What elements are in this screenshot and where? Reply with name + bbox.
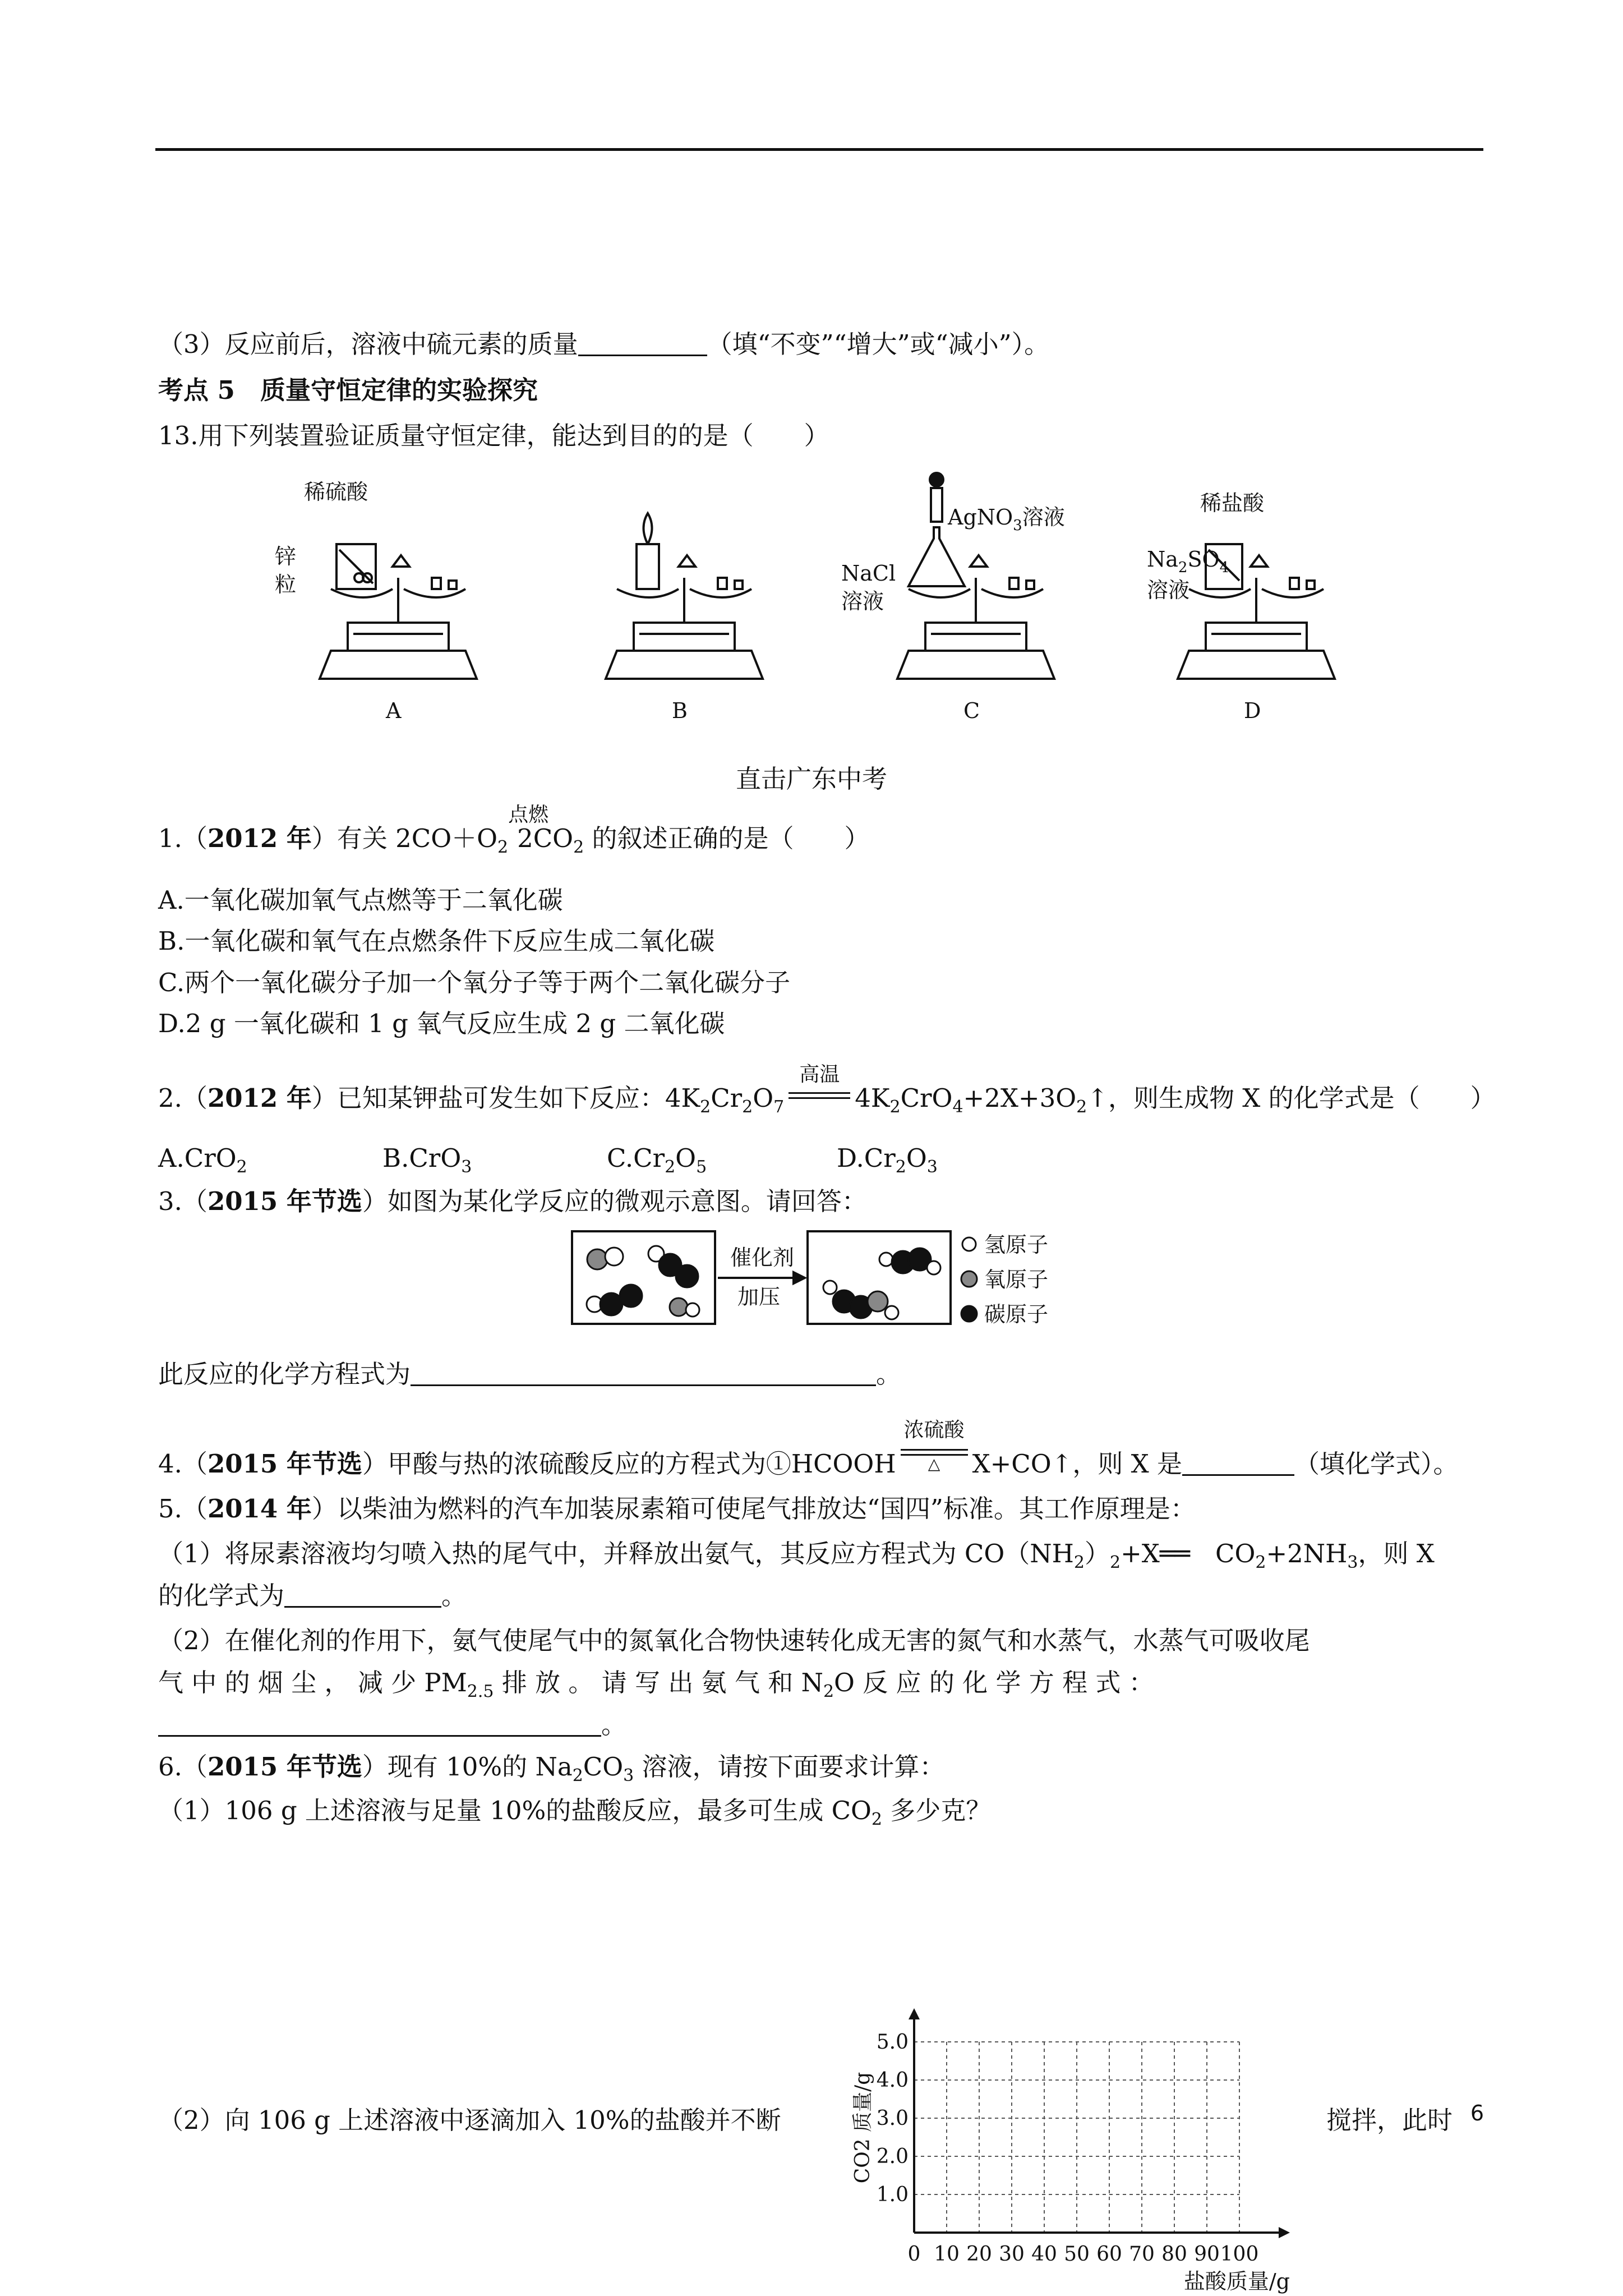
legend-oxygen: 氧原子	[984, 1267, 1049, 1292]
x-tick-label: 0	[907, 2243, 921, 2266]
label-dilute-sulfuric-acid: 稀硫酸	[304, 480, 368, 504]
x-tick-label: 80	[1161, 2243, 1187, 2266]
question-2: 2.（2012 年）已知某钾盐可发生如下反应：$4K_2Cr_2O_7$ 高温 $4K_2CrO_4+2X+3O_2↑$，则生成物 X 的化学式是（ ）	[158, 1063, 1496, 1117]
balance-B	[606, 513, 763, 723]
choice-D: $D.Cr_2O_3$	[837, 1143, 938, 1177]
question-3-answer: 此反应的化学方程式为 。	[158, 1359, 902, 1389]
y-tick-label: 4.0	[876, 2069, 909, 2092]
question-5-1-cont: 的化学式为 。	[158, 1581, 467, 1611]
option-label-A: A	[386, 698, 402, 723]
balance-C	[841, 473, 1065, 723]
question-4: 4.（2015 年节选）甲酸与热的浓硫酸反应的方程式为①HCOOH 浓硫酸 △ X+CO↑，则 X 是 （填化学式）。	[158, 1447, 1459, 1481]
x-axis-label: 盐酸质量/g	[1183, 2269, 1290, 2294]
option-label-D: D	[1244, 698, 1261, 723]
text-line	[158, 328, 1049, 361]
text: （3）反应前后，溶液中硫元素的质量	[158, 329, 578, 359]
page-number: 6	[1470, 2101, 1484, 2125]
question-5-2: （2）在催化剂的作用下，氨气使尾气中的氮氧化合物快速转化成无害的氮气和水蒸气，水蒸气可吸收尾	[158, 1626, 1310, 1655]
y-axis-arrow	[909, 2008, 920, 2019]
question-5-2-answer: 。	[158, 1708, 626, 1742]
balances-figure	[275, 466, 1385, 735]
option-label-B: B	[672, 698, 688, 723]
co2-chart	[841, 1997, 1324, 2294]
arrow-label-pressure: 加压	[737, 1285, 781, 1309]
x-tick-label: 20	[966, 2243, 992, 2266]
choice-C: C.两个一氧化碳分子加一个氧分子等于两个二氧化碳分子	[158, 968, 791, 997]
answer-blank	[1182, 1452, 1294, 1476]
label-zinc: 锌	[275, 544, 297, 569]
y-tick-label: 5.0	[876, 2031, 909, 2054]
reaction-condition: 高温	[784, 1082, 855, 1115]
choice-D: D.2 g 一氧化碳和 1 g 氧气反应生成 2 g 二氧化碳	[158, 1009, 725, 1038]
choice-B: B.CrO$_3$	[382, 1143, 472, 1177]
balance-D	[1147, 491, 1335, 723]
carbon-atom-icon	[961, 1306, 977, 1322]
legend-hydrogen: 氢原子	[984, 1232, 1049, 1257]
choice-A: A.CrO$_2$	[158, 1143, 247, 1177]
question-1: 1.（2012 年）有关 $2CO+O_2$ 点燃 $2CO_2$ 的叙述正确的是（ ）	[158, 803, 870, 857]
reaction-condition: 点燃	[508, 803, 549, 826]
choice-A: A.一氧化碳加氧气点燃等于二氧化碳	[158, 885, 563, 915]
x-tick-label: 90	[1194, 2243, 1220, 2266]
label-nacl: NaCl	[841, 561, 896, 586]
micro-reaction-diagram	[566, 1223, 1071, 1335]
label-sodium-sulfate: $Na_2SO_4$	[1147, 547, 1229, 576]
question-6-2: （2）向 106 g 上述溶液中逐滴加入 10%的盐酸并不断	[158, 2105, 781, 2135]
label-granule: 粒	[275, 572, 297, 597]
y-axis-label: CO2 质量/g	[851, 2072, 874, 2184]
x-tick-label: 50	[1064, 2243, 1090, 2266]
x-tick-label: 10	[934, 2243, 960, 2266]
text: （填“不变”“增大”或“减小”）。	[707, 329, 1050, 359]
balance-A	[275, 480, 477, 723]
question-5: 5.（2014 年）以柴油为燃料的汽车加装尿素箱可使尾气排放达“国四”标准。其工作原理是：	[158, 1494, 1196, 1524]
y-tick-label: 3.0	[876, 2107, 909, 2130]
x-tick-label: 100	[1220, 2243, 1259, 2266]
arrow-label-catalyst: 催化剂	[730, 1245, 795, 1270]
x-tick-label: 60	[1096, 2243, 1122, 2266]
label-silver-nitrate: AgNO$_3$溶液	[948, 505, 1065, 534]
label-solution: 溶液	[841, 589, 884, 614]
question-5-1: （1）将尿素溶液均匀喷入热的尾气中，并释放出氨气，其反应方程式为 $CO(NH_2)_2+X══$ $CO_2+2NH_3$，则 X	[158, 1539, 1435, 1572]
label-solution: 溶液	[1147, 578, 1190, 602]
legend-carbon: 碳原子	[984, 1302, 1049, 1327]
x-axis-arrow	[1279, 2227, 1290, 2238]
question-6-2-cont: 搅拌，此时	[1326, 2105, 1453, 2135]
question-6: 6.（2015 年节选）现有 10%的 $Na_2CO_3$ 溶液，请按下面要求计算：	[158, 1752, 945, 1786]
answer-blank	[284, 1584, 441, 1608]
answer-blank	[578, 332, 707, 356]
choice-B: B.一氧化碳和氧气在点燃条件下反应生成二氧化碳	[158, 926, 715, 956]
y-tick-label: 1.0	[876, 2183, 909, 2206]
choices-row	[158, 1142, 938, 1184]
y-tick-label: 2.0	[876, 2145, 909, 2168]
x-tick-label: 70	[1129, 2243, 1155, 2266]
answer-blank	[158, 1713, 601, 1737]
label-dilute-hydrochloric-acid: 稀盐酸	[1200, 491, 1265, 516]
header-rule	[155, 148, 1483, 151]
reaction-condition: 浓硫酸 △	[896, 1447, 972, 1481]
hydrogen-atom-icon	[962, 1237, 976, 1251]
oxygen-atom-icon	[961, 1271, 977, 1287]
choice-C: $C.Cr_2O_5$	[607, 1143, 707, 1177]
section-title: 直击广东中考	[735, 764, 887, 794]
option-label-C: C	[963, 698, 980, 723]
question-6-1: （1）106 g 上述溶液与足量 10%的盐酸反应，最多可生成 $CO_2$ 多少克？	[158, 1796, 992, 1829]
section-heading: 考点 5 质量守恒定律的实验探究	[158, 375, 538, 405]
question-5-2-cont: 气 中 的 烟 尘 ， 减 少 $PM_{2.5}$ 排 放 。 请 写 出 氨 气 和 $N_2O$ 反 应 的 化 学 方 程 式 ：	[158, 1668, 1154, 1701]
question-13: 13.用下列装置验证质量守恒定律，能达到目的的是（ ）	[158, 421, 829, 450]
question-3: 3.（2015 年节选）如图为某化学反应的微观示意图。请回答：	[158, 1186, 867, 1216]
x-tick-label: 30	[999, 2243, 1025, 2266]
x-tick-label: 40	[1031, 2243, 1057, 2266]
answer-blank	[411, 1362, 876, 1386]
